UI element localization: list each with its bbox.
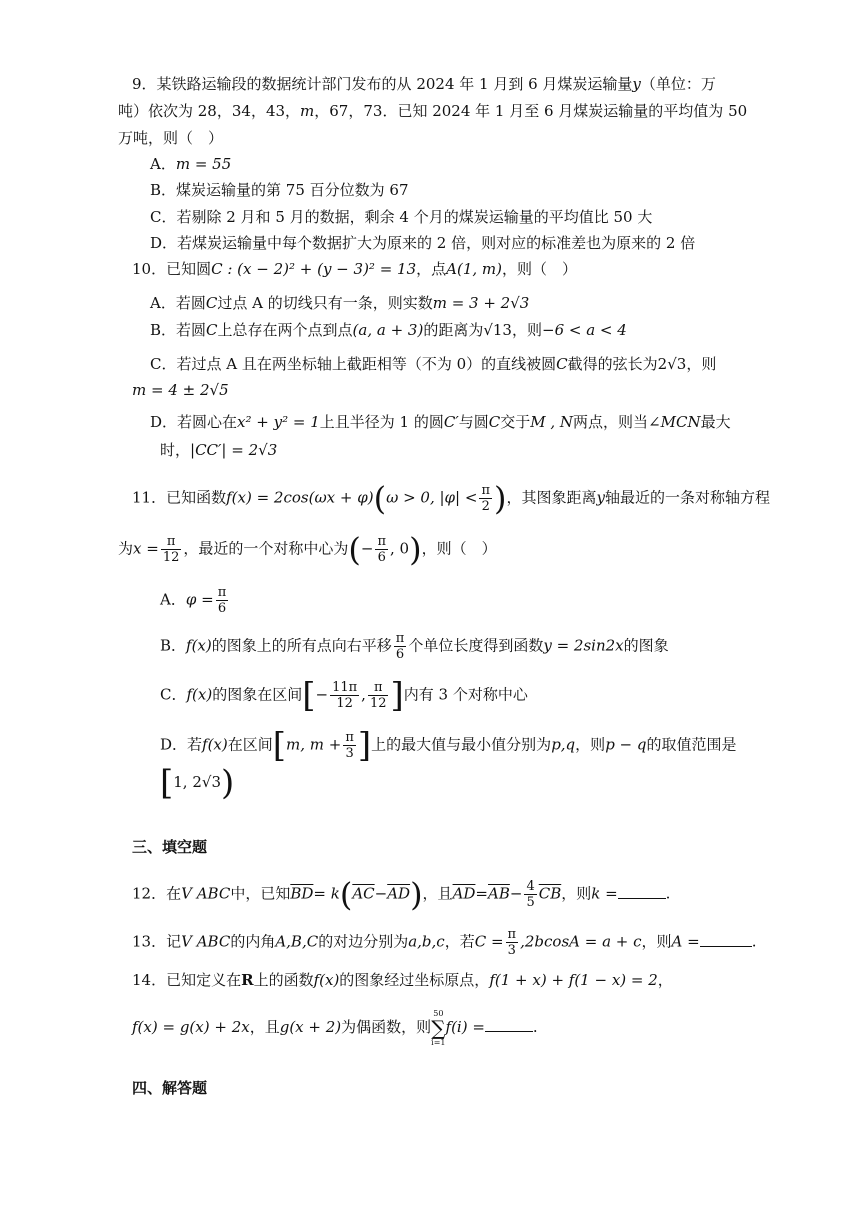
q9-line1: 9．某铁路运输段的数据统计部门发布的从 2024 年 1 月到 6 月煤炭运输量y（单位：万 (132, 75, 716, 93)
summation-symbol: 50 ∑ i=1 (431, 1009, 446, 1047)
q11-option-a: A．φ = $\frac{\pi}{6}$ (160, 585, 227, 616)
q10-option-d-line2: 时，|CC′| = 2√3 (160, 441, 278, 459)
q14-answer-blank[interactable] (485, 1017, 533, 1032)
q13-answer-blank[interactable] (700, 932, 752, 947)
q11-option-c: C．f(x)的图象在区间[− $\frac{11\pi}{12}$ , $\frac{\pi}{12}$ ]内有 3 个对称中心 (160, 675, 528, 716)
q10-option-b: B．若圆C上总存在两个点到点(a, a + 3)的距离为√13，则−6 < a < 4 (150, 321, 627, 339)
q11-option-b: B．f(x)的图象上的所有点向右平移 $\frac{\pi}{6}$ 个单位长度得到函数y = 2sin2x的图象 (160, 631, 669, 662)
q9-option-c: C．若剔除 2 月和 5 月的数据，剩余 4 个月的煤炭运输量的平均值比 50 大 (150, 208, 653, 226)
q10-stem: 10．已知圆C : (x − 2)² + (y − 3)² = 13，点A(1, m)，则（ ） (132, 260, 577, 278)
q10-option-a: A．若圆C过点 A 的切线只有一条，则实数m = 3 + 2√3 (150, 294, 530, 312)
q12: 12．在V ABC中，已知$\overline{BD}= k(\overline{AC}-\overline{AD})$，且$\overline{AD}=\overline{AB}-$ $\frac{4}{5}$ $\overline{CB}$，则k = . (132, 875, 671, 914)
q10-option-c-line1: C．若过点 A 且在两坐标轴上截距相等（不为 0）的直线被圆C截得的弦长为2√3，则 (150, 355, 717, 373)
q9-option-b: B．煤炭运输量的第 75 百分位数为 67 (150, 181, 409, 199)
q10-option-c-line2: m = 4 ± 2√5 (132, 381, 229, 399)
q11-option-d-line2: [1, 2√3) (160, 763, 235, 803)
q14-line1: 14．已知定义在R上的函数f(x)的图象经过坐标原点，f(1 + x) + f(1 − x) = 2， (132, 971, 673, 989)
q12-answer-blank[interactable] (618, 884, 666, 899)
q10-option-d-line1: D．若圆心在x² + y² = 1上且半径为 1 的圆C′与圆C交于M , N两点，则当∠MCN最大 (150, 413, 731, 431)
q11-stem-line1: 11．已知函数f(x) = 2cos(ωx + φ)(ω > 0, |φ| < $\frac{\pi}{2}$ )，其图象距离y轴最近的一条对称轴方程 (132, 479, 770, 518)
q14-line2: f(x) = g(x) + 2x，且g(x + 2)为偶函数，则50 ∑ i=1f(i) = . (132, 1009, 538, 1047)
q9-line3: 万吨，则（ ） (118, 129, 224, 147)
q9-line2: 吨）依次为 28，34，43，m，67，73．已知 2024 年 1 月至 6 月煤炭运输量的平均值为 50 (118, 102, 748, 120)
q9-option-d: D．若煤炭运输量中每个数据扩大为原来的 2 倍，则对应的标准差也为原来的 2 倍 (150, 234, 696, 252)
q13: 13．记V ABC的内角A,B,C的对边分别为a,b,c，若C = $\frac{\pi}{3}$ ,2bcosA = a + c，则A = . (132, 927, 757, 958)
q9-option-a: A．m = 55 (150, 155, 232, 173)
q11-stem-line2: 为x = $\frac{\pi}{12}$ ，最近的一个对称中心为(− $\frac{\pi}{6}$ , 0)，则（ ） (118, 530, 497, 569)
section-fill-in-heading: 三、填空题 (132, 838, 208, 856)
section-solution-heading: 四、解答题 (132, 1079, 208, 1097)
q11-option-d-line1: D．若f(x)在区间[m, m + $\frac{\pi}{3}$ ]上的最大值与最小值分别为p,q，则p − q的取值范围是 (160, 725, 737, 766)
